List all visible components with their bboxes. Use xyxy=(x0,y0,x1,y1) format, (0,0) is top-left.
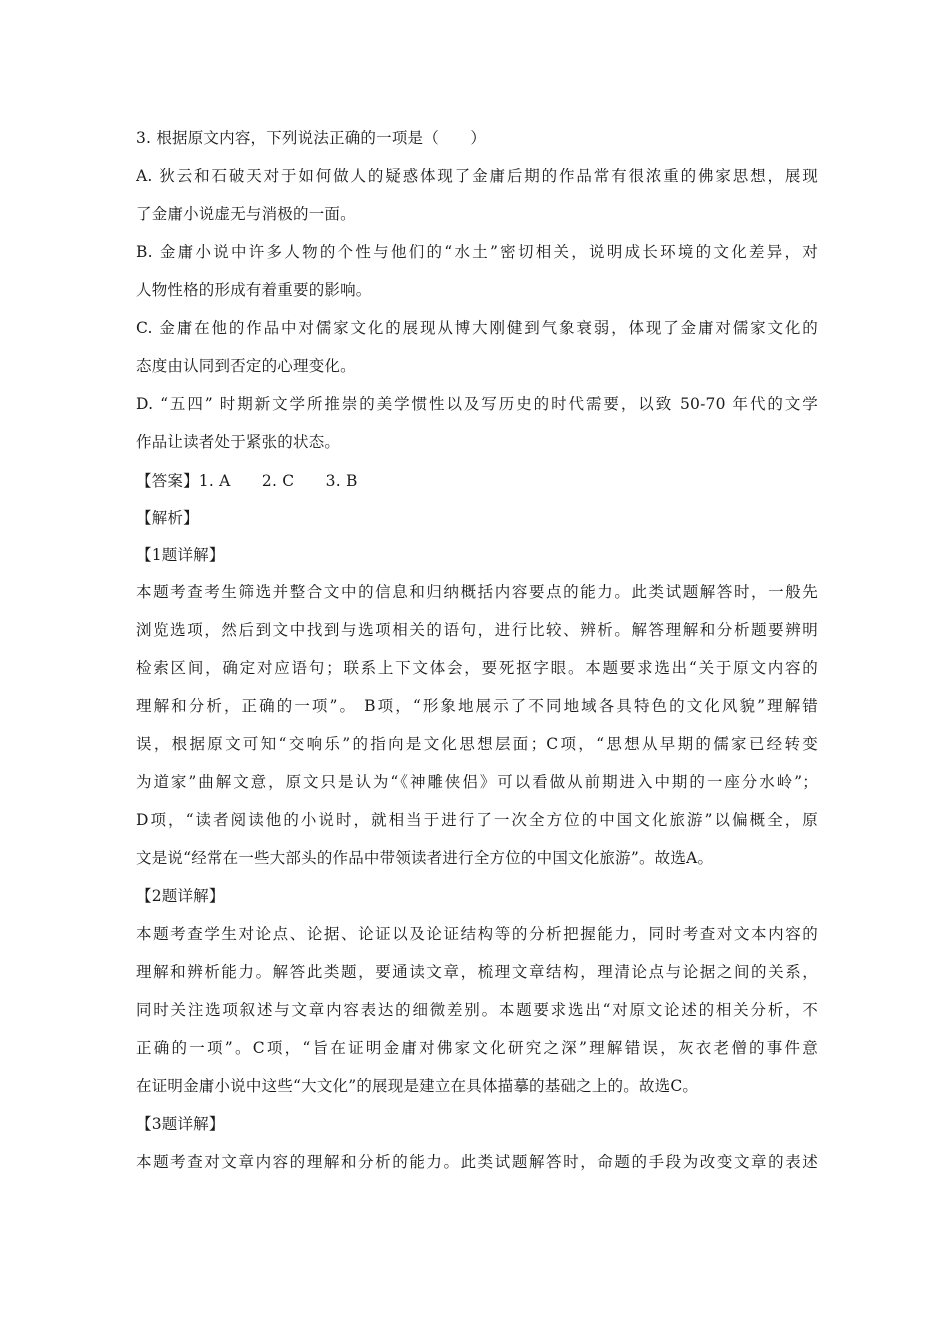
option-c-line-2: 态度由认同到否定的心理变化。 xyxy=(136,357,356,375)
detail-1-heading: 【1题详解】 xyxy=(136,546,225,564)
answer-line: 【答案】1. A 2. C 3. B xyxy=(136,472,358,490)
detail-3-line: 本题考查对文章内容的理解和分析的能力。此类试题解答时，命题的手段为改变文章的表述 xyxy=(136,1153,818,1171)
detail-1-line: 为道家”曲解文意，原文只是认为“《神雕侠侣》可以看做从前期进入中期的一座分水岭”； xyxy=(136,773,818,791)
detail-3-heading: 【3题详解】 xyxy=(136,1115,225,1133)
option-b-line-1: B. 金庸小说中许多人物的个性与他们的“水土”密切相关，说明成长环境的文化差异，对 xyxy=(136,243,818,261)
detail-2-line: 理解和辨析能力。解答此类题，要通读文章，梳理文章结构，理清论点与论据之间的关系， xyxy=(136,963,818,981)
option-d-line-1: D. “五四” 时期新文学所推崇的美学惯性以及写历史的时代需要，以致 50-70 年代的文学 xyxy=(136,395,818,413)
detail-2-line: 同时关注选项叙述与文章内容表达的细微差别。本题要求选出“对原文论述的相关分析，不 xyxy=(136,1001,818,1019)
detail-1-line: 浏览选项，然后到文中找到与选项相关的语句，进行比较、辨析。解答理解和分析题要辨明 xyxy=(136,621,818,639)
detail-2-line: 在证明金庸小说中这些“大文化”的展现是建立在具体描摹的基础之上的。故选C。 xyxy=(136,1077,699,1095)
detail-2-line: 正确的一项”。C项，“旨在证明金庸对佛家文化研究之深”理解错误，灰衣老僧的事件意 xyxy=(136,1039,818,1057)
detail-1-line: D项，“读者阅读他的小说时，就相当于进行了一次全方位的中国文化旅游”以偏概全，原 xyxy=(136,811,818,829)
detail-1-line: 误，根据原文可知“交响乐”的指向是文化思想层面；C项，“思想从早期的儒家已经转变 xyxy=(136,735,818,753)
analysis-heading: 【解析】 xyxy=(136,509,199,527)
detail-1-line: 文是说“经常在一些大部头的作品中带领读者进行全方位的中国文化旅游”。故选A。 xyxy=(136,849,714,867)
option-b-line-2: 人物性格的形成有着重要的影响。 xyxy=(136,281,372,299)
detail-2-line: 本题考查学生对论点、论据、论证以及论证结构等的分析把握能力，同时考查对文本内容的 xyxy=(136,925,818,943)
detail-1-line: 本题考查考生筛选并整合文中的信息和归纳概括内容要点的能力。此类试题解答时，一般先 xyxy=(136,583,818,601)
detail-1-line: 理解和分析，正确的一项”。 B项，“形象地展示了不同地域各具特色的文化风貌”理解错 xyxy=(136,697,818,715)
detail-2-heading: 【2题详解】 xyxy=(136,887,225,905)
option-a-line-2: 了金庸小说虚无与消极的一面。 xyxy=(136,205,356,223)
option-d-line-2: 作品让读者处于紧张的状态。 xyxy=(136,433,341,451)
detail-1-line: 检索区间，确定对应语句；联系上下文体会，要死抠字眼。本题要求选出“关于原文内容的 xyxy=(136,659,818,677)
option-a-line-1: A. 狄云和石破天对于如何做人的疑惑体现了金庸后期的作品常有很浓重的佛家思想，展现 xyxy=(136,167,818,185)
question-3-stem: 3. 根据原文内容，下列说法正确的一项是（ ） xyxy=(136,129,487,147)
option-c-line-1: C. 金庸在他的作品中对儒家文化的展现从博大刚健到气象衰弱，体现了金庸对儒家文化的 xyxy=(136,319,818,337)
